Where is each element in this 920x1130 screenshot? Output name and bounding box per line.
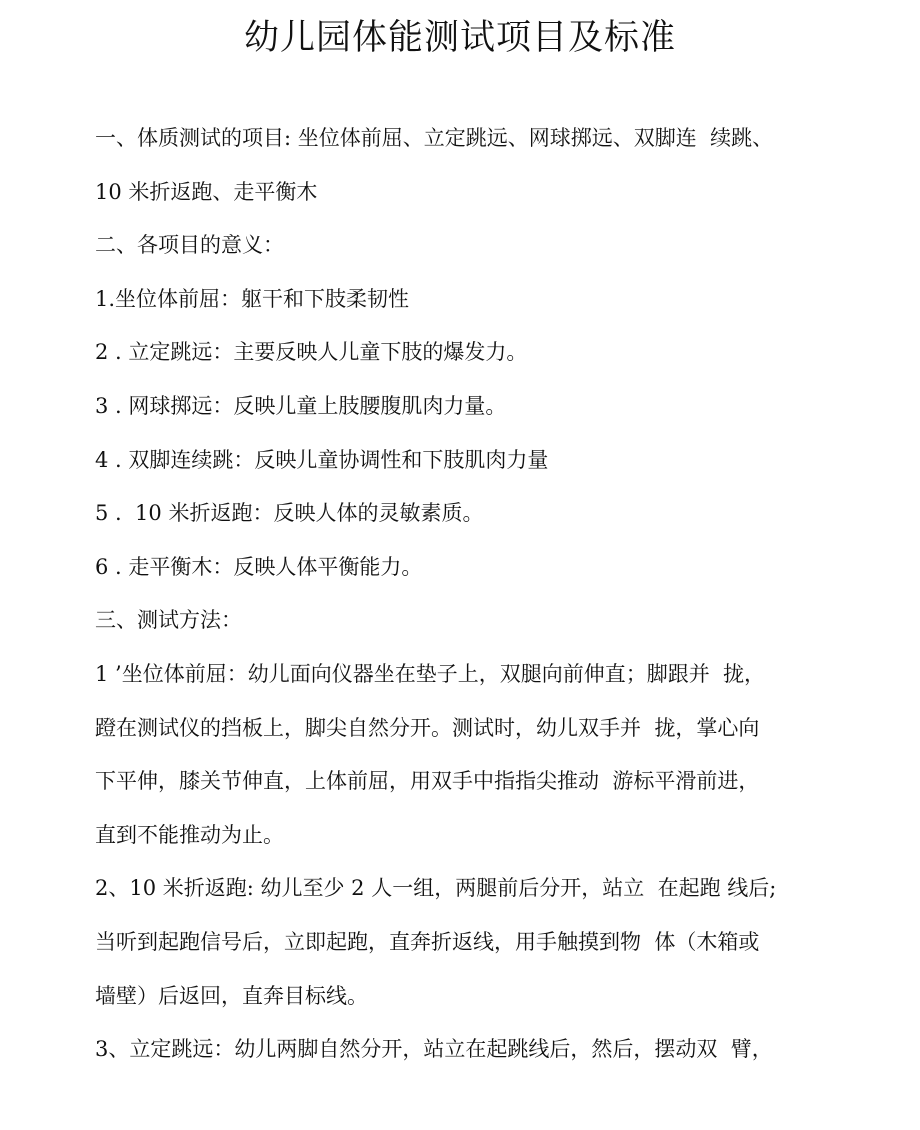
section-heading: 二、各项目的意义： xyxy=(95,233,284,258)
text-line: 下平伸，膝关节伸直，上体前屈，用双手中指指尖推动 游标平滑前进， xyxy=(95,769,760,794)
text-line: 2、10 米折返跑: 幼儿至少 2 人一组，两腿前后分开，站立 在起跑 线后; xyxy=(95,876,777,901)
document-title: 幼儿园体能测试项目及标准 xyxy=(243,18,676,58)
list-item: 4 . 双脚连续跳：反映儿童协调性和下肢肌肉力量 xyxy=(95,447,549,472)
list-item: 2 . 立定跳远：主要反映人儿童下肢的爆发力。 xyxy=(95,340,528,365)
section-heading: 三、测试方法： xyxy=(95,608,242,633)
text-line: 3、立定跳远：幼儿两脚自然分开，站立在起跳线后，然后，摆动双 臂， xyxy=(95,1037,773,1062)
text-line: 蹬在测试仪的挡板上，脚尖自然分开。测试时，幼儿双手并 拢，掌心向 xyxy=(95,715,760,740)
document-body xyxy=(95,112,835,1077)
text-line: 直到不能推动为止。 xyxy=(95,822,284,847)
text-line: 10 米折返跑、走平衡木 xyxy=(95,179,318,204)
text-line: 墙壁）后返回，直奔目标线。 xyxy=(95,983,368,1008)
text-line: 一、体质测试的项目: 坐位体前屈、立定跳远、网球掷远、双脚连 续跳、 xyxy=(95,126,774,150)
list-item: 5 . 10 米折返跑：反映人体的灵敏素质。 xyxy=(95,501,484,526)
text-line: 1 ’坐位体前屈：幼儿面向仪器坐在垫子上，双腿向前伸直；脚跟并 拢， xyxy=(95,661,766,686)
list-item: 3 . 网球掷远：反映儿童上肢腰腹肌肉力量。 xyxy=(95,393,507,418)
text-line: 当听到起跑信号后，立即起跑，直奔折返线，用手触摸到物 体（木箱或 xyxy=(95,929,760,954)
list-item: 1.坐位体前屈：躯干和下肢柔韧性 xyxy=(95,286,410,311)
list-item: 6 . 走平衡木：反映人体平衡能力。 xyxy=(95,554,423,579)
